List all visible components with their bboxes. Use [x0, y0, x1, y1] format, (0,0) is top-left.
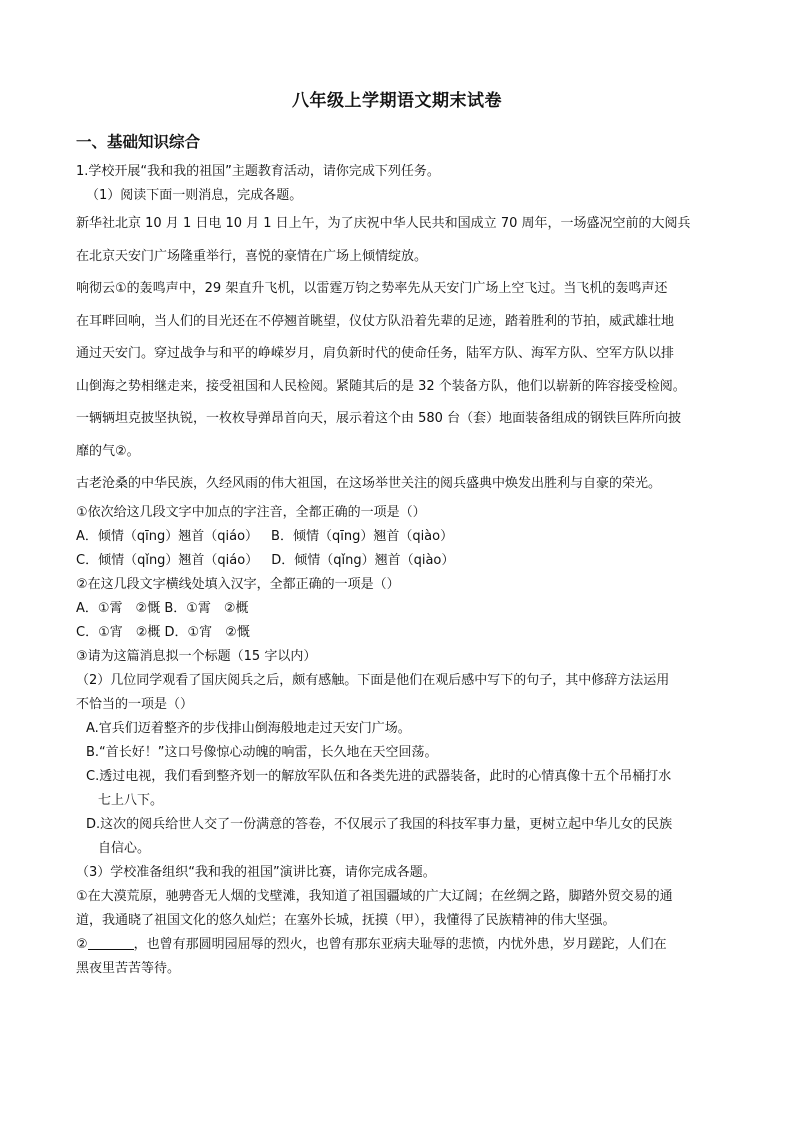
fill-blank: [88, 935, 134, 950]
sub1-options-row1: [76, 525, 718, 549]
question-stem: 1.学校开展“我和我的祖国”主题教育活动，请你完成下列任务。: [76, 164, 440, 179]
option-d: D．倾情（qǐng）翘首（qiào）: [271, 552, 455, 568]
sub1-question: ①依次给这几段文字中加点的字注音，全都正确的一项是（）: [76, 504, 426, 520]
part1-intro: （1）阅读下面一则消息，完成各题。: [86, 188, 303, 203]
para2-text: ，也曾有那圆明园屈辱的烈火，也曾有那东亚病夫耻辱的悲愤，内忧外患，岁月蹉跎，人们在: [133, 936, 667, 952]
part3-para1-cont: 道，我通晓了祖国文化的悠久灿烂；在塞外长城，抚摸（甲），我懂得了民族精神的伟大坚强。: [76, 912, 616, 928]
part2-intro-cont: 不恰当的一项是（）: [76, 696, 194, 712]
document-title: 八年级上学期语文期末试卷: [292, 91, 502, 111]
section-heading: 一、基础知识综合: [76, 133, 201, 151]
option-b: B．倾情（qīng）翘首（qiào）: [271, 528, 454, 544]
part2-option-c: C.透过电视，我们看到整齐划一的解放军队伍和各类先进的武器装备，此时的心情真像十五个吊桶打水: [86, 768, 672, 784]
part2-intro: （2）几位同学观看了国庆阅兵之后，颇有感触。下面是他们在观后感中写下的句子，其中修辞方法运用: [76, 672, 670, 688]
sub1-options-row2: [76, 549, 718, 573]
part2-option-d: D.这次的阅兵给世人交了一份满意的答卷，不仅展示了我国的科技军事力量，更树立起中华儿女的民族: [86, 816, 673, 832]
news-line: 山倒海之势相继走来，接受祖国和人民检阅。紧随其后的是 32 个装备方队，他们以崭新的阵容接受检阅。: [76, 378, 686, 394]
news-line: 响彻云①的轰鸣声中，29 架直升飞机，以雷霆万钧之势率先从天安门广场上空飞过。当飞机的轰鸣声还: [76, 281, 668, 296]
part2-option-b: B.“首长好！”这口号像惊心动魄的响雷，长久地在天空回荡。: [86, 744, 438, 760]
sub2-options-row1: A．①霄 ②慨 B．①霄 ②概: [76, 600, 249, 616]
part2-option-d-cont: 自信心。: [98, 840, 151, 856]
sub2-question: ②在这几段文字横线处填入汉字，全都正确的一项是（）: [76, 576, 400, 592]
news-line: 古老沧桑的中华民族，久经风雨的伟大祖国，在这场举世关注的阅兵盛典中焕发出胜利与自豪的荣光。: [76, 476, 662, 491]
part3-para1: ①在大漠荒原，驰骋沓无人烟的戈壁滩，我知道了祖国疆域的广大辽阔；在丝绸之路，脚踏外贸交易的通: [76, 888, 673, 904]
news-line: 通过天安门。穿过战争与和平的峥嵘岁月，肩负新时代的使命任务，陆军方队、海军方队、空军方队以排: [76, 346, 675, 361]
para2-mark: ②: [76, 936, 88, 952]
option-c: C．倾情（qǐng）翘首（qiáo）: [76, 552, 259, 568]
news-line: 新华社北京 10 月 1 日电 10 月 1 日上午，为了庆祝中华人民共和国成立 70 周年，一场盛况空前的大阅兵: [76, 216, 691, 231]
part3-para2: [76, 933, 718, 957]
news-line: 靡的气②。: [76, 443, 140, 459]
news-line: 在耳畔回响，当人们的目光还在不停翘首眺望，仪仗方队沿着先辈的足迹，踏着胜利的节拍，威武雄壮地: [76, 313, 675, 329]
sub3-question: ③请为这篇消息拟一个标题（15 字以内）: [76, 648, 317, 664]
part3-intro: （3）学校准备组织“我和我的祖国”演讲比赛，请你完成各题。: [76, 864, 436, 880]
part3-para2-cont: 黑夜里苦苦等待。: [76, 960, 181, 976]
part2-option-a: A.官兵们迈着整齐的步伐排山倒海般地走过天安门广场。: [86, 720, 411, 736]
news-passage: [76, 208, 718, 501]
news-line: 一辆辆坦克披坚执锐，一枚枚导弹昂首向天，展示着这个由 580 台（套）地面装备组成的钢铁巨阵所向披: [76, 411, 682, 426]
option-a: A．倾情（qīng）翘首（qiáo）: [76, 528, 259, 544]
sub2-options-row2: C．①宵 ②概 D．①宵 ②慨: [76, 624, 250, 640]
part2-option-c-cont: 七上八下。: [98, 792, 164, 808]
news-line: 在北京天安门广场隆重举行，喜悦的豪情在广场上倾情绽放。: [76, 248, 428, 264]
question-body: [76, 160, 718, 981]
